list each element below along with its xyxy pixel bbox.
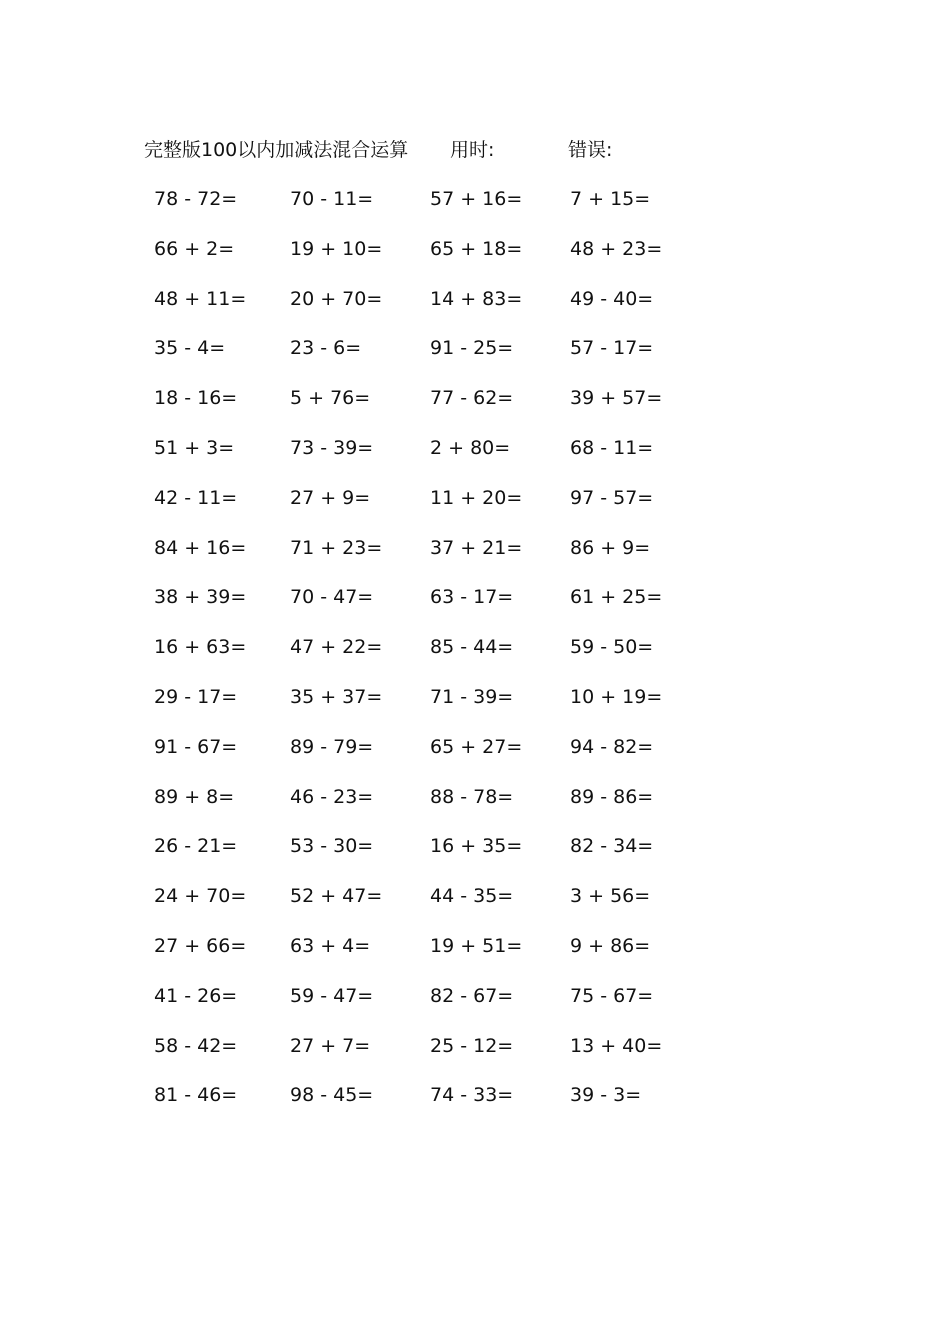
problem-item: 13 + 40= [570,1034,663,1057]
problem-item: 57 + 16= [430,188,523,210]
problem-row [140,780,700,830]
problem-row [140,829,700,879]
problem-item: 11 + 20= [430,486,523,509]
problem-item: 14 + 83= [430,287,523,310]
problem-item: 53 - 30= [290,835,374,858]
problem-item: 47 + 22= [290,636,383,659]
problem-row [140,282,700,332]
problem-item: 57 - 17= [570,337,654,360]
problem-item: 82 - 34= [570,835,654,858]
problem-item: 97 - 57= [570,486,654,509]
problem-item: 74 - 33= [430,1084,514,1107]
problem-item: 7 + 15= [570,188,651,210]
problem-item: 26 - 21= [154,835,238,858]
problem-item: 37 + 21= [430,536,523,559]
problem-row [140,929,700,979]
problem-item: 71 + 23= [290,536,383,559]
problem-item: 23 - 6= [290,337,362,360]
problem-row [140,580,700,630]
problem-item: 66 + 2= [154,237,235,260]
problem-item: 24 + 70= [154,885,247,908]
problem-item: 38 + 39= [154,586,247,609]
problem-item: 89 - 79= [290,735,374,758]
problem-item: 39 + 57= [570,387,663,410]
problem-item: 94 - 82= [570,735,654,758]
problem-row [140,232,700,282]
problem-item: 88 - 78= [430,785,514,808]
problem-item: 98 - 45= [290,1084,374,1107]
problem-item: 48 + 23= [570,237,663,260]
problem-row [140,1078,700,1128]
problem-item: 27 + 9= [290,486,371,509]
problem-item: 3 + 56= [570,885,651,908]
problem-item: 42 - 11= [154,486,238,509]
problem-item: 85 - 44= [430,636,514,659]
problem-row [140,979,700,1029]
problem-item: 27 + 66= [154,934,247,957]
problem-item: 49 - 40= [570,287,654,310]
time-label: 用时: [450,139,495,161]
problem-item: 89 - 86= [570,785,654,808]
problem-item: 48 + 11= [154,287,247,310]
problem-item: 2 + 80= [430,436,511,459]
problem-item: 61 + 25= [570,586,663,609]
problem-item: 9 + 86= [570,934,651,957]
problem-item: 65 + 27= [430,735,523,758]
problem-item: 75 - 67= [570,984,654,1007]
problem-item: 5 + 76= [290,387,371,410]
worksheet-title: 完整版100以内加减法混合运算 [144,139,409,161]
problem-item: 35 + 37= [290,685,383,708]
problem-item: 91 - 25= [430,337,514,360]
problem-item: 19 + 10= [290,237,383,260]
problem-item: 71 - 39= [430,685,514,708]
problem-item: 86 + 9= [570,536,651,559]
problem-item: 73 - 39= [290,436,374,459]
problem-item: 20 + 70= [290,287,383,310]
problem-item: 77 - 62= [430,387,514,410]
problem-item: 78 - 72= [154,188,238,210]
problem-row [140,730,700,780]
problem-item: 70 - 47= [290,586,374,609]
problem-item: 63 + 4= [290,934,371,957]
problem-item: 82 - 67= [430,984,514,1007]
problem-item: 19 + 51= [430,934,523,957]
problem-item: 41 - 26= [154,984,238,1007]
problem-item: 81 - 46= [154,1084,238,1107]
problem-item: 68 - 11= [570,436,654,459]
problem-row [140,1029,700,1079]
problem-row [140,331,700,381]
problem-row [140,879,700,929]
problem-row [140,531,700,581]
problem-item: 44 - 35= [430,885,514,908]
problem-item: 16 + 63= [154,636,247,659]
problem-row [140,481,700,531]
problem-item: 63 - 17= [430,586,514,609]
problem-item: 27 + 7= [290,1034,371,1057]
problem-item: 65 + 18= [430,237,523,260]
problem-item: 84 + 16= [154,536,247,559]
problem-row [140,381,700,431]
problem-item: 10 + 19= [570,685,663,708]
problem-row [140,630,700,680]
problem-item: 58 - 42= [154,1034,238,1057]
problem-item: 46 - 23= [290,785,374,808]
problem-item: 89 + 8= [154,785,235,808]
problem-item: 59 - 47= [290,984,374,1007]
problem-item: 25 - 12= [430,1034,514,1057]
problem-item: 91 - 67= [154,735,238,758]
error-label: 错误: [568,139,613,161]
problem-item: 16 + 35= [430,835,523,858]
problem-grid [140,182,700,1128]
problem-row [140,680,700,730]
problem-row [140,182,700,232]
problem-item: 51 + 3= [154,436,235,459]
problem-item: 59 - 50= [570,636,654,659]
problem-item: 39 - 3= [570,1084,642,1107]
problem-item: 35 - 4= [154,337,226,360]
problem-item: 29 - 17= [154,685,238,708]
problem-item: 52 + 47= [290,885,383,908]
problem-item: 18 - 16= [154,387,238,410]
problem-row [140,431,700,481]
problem-item: 70 - 11= [290,188,374,210]
